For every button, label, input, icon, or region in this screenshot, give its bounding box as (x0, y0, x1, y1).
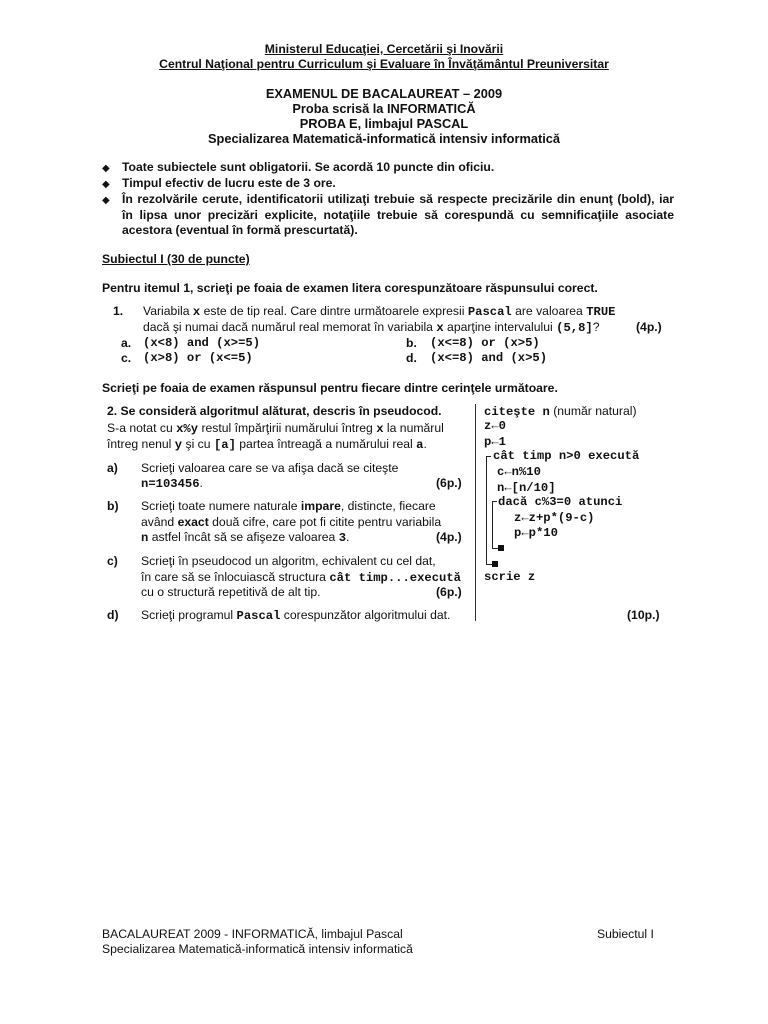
question-1-points: (4p.) (636, 320, 662, 334)
pseudocode-line-z: z←0 (484, 419, 506, 433)
footer-specialization: Specializarea Matematică-informatică intensiv informatică (102, 942, 413, 956)
question-2-title: 2. Se consideră algoritmul alăturat, descris în pseudocod. (107, 404, 442, 418)
part-b-line-2: având exact două cifre, care pot fi citite pentru variabila (141, 515, 442, 529)
item1-instructions: Pentru itemul 1, scrieţi pe foaia de examen litera corespunzătoare răspunsului corect. (102, 281, 598, 295)
while-loop-bracket (486, 456, 487, 564)
question-2-note-line-2: întreg nenul y şi cu [a] partea întreagă a numărului real a. (107, 437, 427, 452)
if-bracket-top (492, 501, 497, 502)
part-a-value: n=103456. (141, 476, 203, 491)
pseudocode-line-if: dacă c%3=0 atunci (498, 495, 623, 509)
column-divider (475, 404, 476, 621)
bullet-icon: ◆ (102, 179, 110, 190)
proba-title: Proba scrisă la INFORMATICĂ (292, 101, 476, 116)
ministry-name: Ministerul Educaţiei, Cercetării şi Inovării (264, 42, 504, 56)
part-c-points: (6p.) (436, 585, 462, 599)
option-d-text: (x<=8) and (x>5) (430, 351, 548, 365)
pseudocode-line-read: citeşte n (număr natural) (484, 404, 637, 419)
option-a-letter: a. (121, 336, 132, 350)
question-number: 1. (113, 304, 124, 318)
pseudocode-line-p-update: p←p*10 (514, 526, 558, 540)
if-bracket (492, 501, 493, 548)
while-loop-bracket-top (486, 456, 491, 457)
part-a-text: Scrieţi valoarea care se va afişa dacă se citeşte (141, 461, 399, 475)
pseudocode-line-n: n←[n/10] (497, 481, 556, 495)
part-c-letter: c) (107, 554, 118, 568)
pseudocode-line-c: c←n%10 (497, 465, 541, 479)
rule-item: Timpul efectiv de lucru este de 3 ore. (122, 176, 336, 190)
center-name: Centrul Naţional pentru Curriculum şi Evaluare în Învăţământul Preuniversitar (159, 57, 609, 71)
proba-e-title: PROBA E, limbajul PASCAL (299, 116, 469, 131)
part-d-letter: d) (107, 608, 119, 622)
part-b-letter: b) (107, 499, 119, 513)
bullet-icon: ◆ (102, 195, 110, 206)
part-d-points: (10p.) (627, 608, 660, 622)
part-b-line-1: Scrieţi toate numere naturale impare, distincte, fiecare (141, 499, 436, 513)
specialization-title: Specializarea Matematică-informatică intensiv informatică (207, 131, 561, 146)
option-b-letter: b. (406, 336, 417, 350)
part-a-letter: a) (107, 461, 118, 475)
pseudocode-line-p: p←1 (484, 435, 506, 449)
option-c-letter: c. (121, 351, 132, 365)
part-d-text: Scrieţi programul Pascal corespunzător algoritmului dat. (141, 608, 451, 623)
option-d-letter: d. (406, 351, 417, 365)
part-a-points: (6p.) (436, 476, 462, 490)
part-c-line-3: cu o structură repetitivă de alt tip. (141, 585, 321, 599)
subject-title: Subiectul I (30 de puncte) (102, 252, 250, 266)
option-a-text: (x<8) and (x>=5) (143, 336, 261, 350)
part-c-line-1: Scrieţi în pseudocod un algoritm, echivalent cu cel dat, (141, 554, 436, 568)
pseudocode-line-z-update: z←z+p*(9-c) (514, 511, 595, 525)
if-end-marker (498, 545, 504, 551)
option-c-text: (x>8) or (x<=5) (143, 351, 253, 365)
pseudocode-line-while: cât timp n>0 execută (493, 449, 640, 463)
pseudocode-line-write: scrie z (484, 570, 536, 584)
while-end-marker (492, 561, 498, 567)
question-2-note-line-1: S-a notat cu x%y restul împărţirii numărului întreg x la numărul (107, 421, 444, 436)
item2-instructions: Scrieţi pe foaia de examen răspunsul pentru fiecare dintre cerinţele următoare. (102, 381, 558, 395)
bullet-icon: ◆ (102, 163, 110, 174)
question-1-line-2: dacă şi numai dacă numărul real memorat în variabila x aparţine intervalului (5,8]? (143, 320, 600, 335)
footer-subject: Subiectul I (597, 927, 654, 941)
part-c-line-2: în care să se înlocuiască structura cât timp...execută (141, 570, 461, 585)
part-b-line-3: n astfel încât să se afişeze valoarea 3. (141, 530, 350, 545)
footer-exam: BACALAUREAT 2009 - INFORMATICĂ, limbajul Pascal (102, 927, 403, 941)
part-b-points: (4p.) (436, 530, 462, 544)
question-1-line-1: Variabila x este de tip real. Care dintre următoarele expresii Pascal are valoarea TRUE (143, 304, 616, 319)
rule-item: În rezolvările cerute, identificatorii utilizaţi trebuie să respecte precizările din enunţ (bold), iar în lipsa unor precizări explicite, notaţiile trebuie să corespundă cu semnificaţiile asociate acestora (eventual în formă prescurtată). (122, 192, 674, 237)
exam-title: EXAMENUL DE BACALAUREAT – 2009 (265, 86, 503, 101)
rule-item: Toate subiectele sunt obligatorii. Se acordă 10 puncte din oficiu. (122, 160, 495, 174)
option-b-text: (x<=8) or (x>5) (430, 336, 540, 350)
